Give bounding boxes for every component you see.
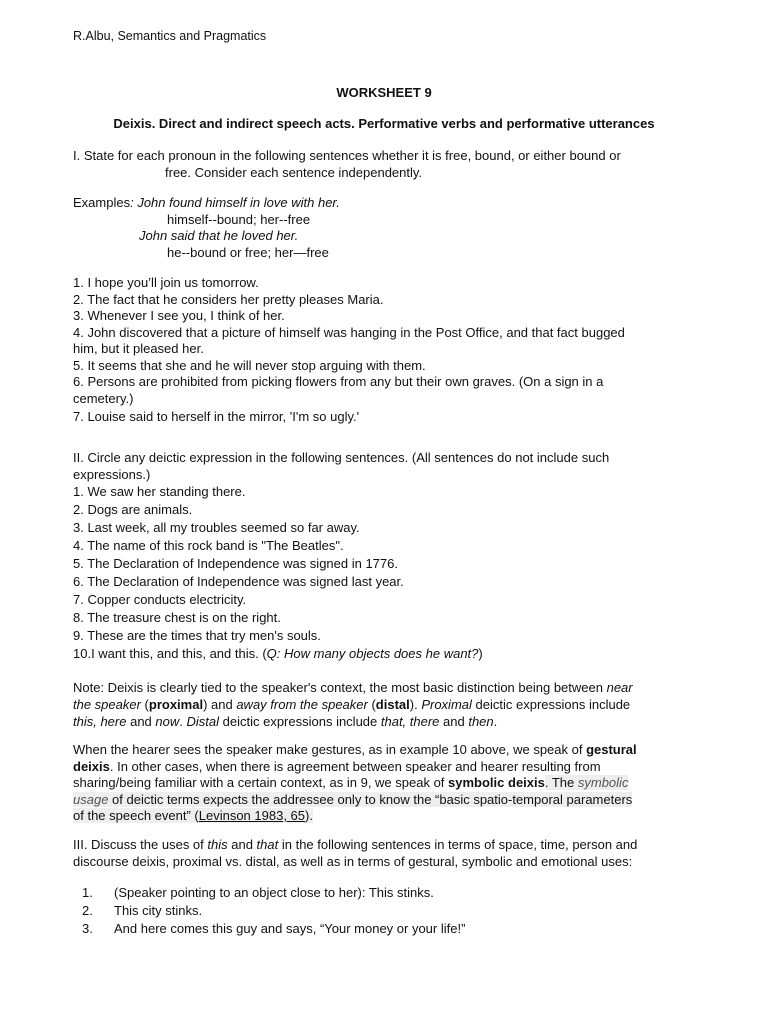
- section-3-line: [73, 837, 703, 854]
- quote-highlight: [73, 808, 313, 823]
- worksheet-title: WORKSHEET 9: [336, 85, 432, 100]
- item-number: 2.: [82, 903, 93, 918]
- example-answer: he--bound or free; her—free: [167, 244, 329, 260]
- para-text: ).: [305, 808, 313, 823]
- para-line: [73, 742, 703, 759]
- para-line: [73, 759, 703, 776]
- item-number: 1.: [82, 885, 93, 900]
- list-item: 5. The Declaration of Independence was signed in 1776.: [73, 556, 398, 571]
- note-term: the speaker: [73, 697, 141, 712]
- quote-highlight: [73, 792, 632, 807]
- item-text: ): [478, 646, 483, 661]
- note-line: [73, 679, 703, 696]
- para-term: deixis: [73, 758, 110, 774]
- note-text: .: [179, 714, 187, 729]
- note-term: near: [606, 680, 633, 695]
- note-line: [73, 696, 703, 713]
- note-text: and: [126, 714, 156, 729]
- examples-block: [73, 195, 703, 261]
- note-text: Note: Deixis is clearly tied to the speaker's context, the most basic distinction being between: [73, 680, 607, 695]
- list-item: 2. Dogs are animals.: [73, 502, 193, 517]
- section-3-list: [82, 884, 712, 938]
- section-1-list: [73, 275, 703, 426]
- note-term: Distal: [186, 714, 220, 729]
- item-question: Q: How many objects does he want?: [266, 646, 479, 661]
- section-1-instructions: [73, 148, 703, 181]
- list-item: 9. These are the times that try men's souls.: [73, 628, 321, 643]
- list-item: [82, 920, 712, 938]
- section-3-text: in the following sentences in terms of space, time, person and: [278, 837, 638, 852]
- list-item: 1. I hope you’ll join us tomorrow.: [73, 275, 259, 290]
- section-3-text: and: [227, 837, 257, 852]
- list-item: 6. Persons are prohibited from picking flowers from any but their own graves. (On a sign in a: [73, 374, 604, 389]
- list-item: cemetery.): [73, 390, 134, 406]
- para-term: usage: [73, 791, 109, 807]
- note-term: now: [155, 714, 180, 729]
- para-line: [73, 808, 703, 825]
- quote-highlight: [545, 775, 629, 790]
- note-line: [73, 713, 703, 730]
- para-text: sharing/being familiar with a certain context, as in 9, we speak of: [73, 775, 449, 790]
- para-line: [73, 775, 703, 792]
- para-text: . The: [544, 775, 578, 790]
- note-text: deictic expressions include: [219, 714, 381, 729]
- gestural-paragraph: [73, 742, 703, 825]
- note-text: ).: [409, 697, 422, 712]
- note-term: proximal: [148, 697, 204, 712]
- section-2: [73, 450, 703, 663]
- example-sentence: John found himself in love with her.: [137, 195, 340, 210]
- note-text: ) and: [203, 697, 237, 712]
- section-1-line: free. Consider each sentence independently.: [165, 164, 423, 180]
- list-item: 4. John discovered that a picture of himself was hanging in the Post Office, and that fact bugged: [73, 324, 625, 340]
- worksheet-subtitle: Deixis. Direct and indirect speech acts. Performative verbs and performative utterances: [113, 116, 655, 131]
- note-term: this, here: [73, 714, 127, 729]
- note-term: distal: [375, 697, 410, 712]
- citation-link[interactable]: Levinson 1983, 65: [198, 808, 306, 823]
- list-item: him, but it pleased her.: [73, 341, 204, 356]
- list-item: 7. Copper conducts electricity.: [73, 592, 247, 607]
- note-term: away from the speaker: [236, 697, 368, 712]
- note-paragraph: [73, 679, 703, 730]
- note-term: Proximal: [421, 697, 472, 712]
- item-text: This city stinks.: [114, 903, 203, 918]
- section-2-line: expressions.): [73, 466, 151, 482]
- running-header: R.Albu, Semantics and Pragmatics: [73, 29, 267, 43]
- note-term: that, there: [380, 714, 440, 729]
- para-text: of deictic terms expects the addressee only to know the “basic spatio-temporal parameters: [108, 791, 633, 807]
- list-item: 7. Louise said to herself in the mirror, 'I'm so ugly.': [73, 409, 360, 424]
- item-text: And here comes this guy and says, “Your money or your life!”: [114, 921, 466, 936]
- list-item: 5. It seems that she and he will never stop arguing with them.: [73, 357, 426, 373]
- section-1-line: I. State for each pronoun in the following sentences whether it is free, bound, or either bound or: [73, 148, 621, 163]
- section-3-text: III. Discuss the uses of: [73, 837, 208, 852]
- para-term: symbolic deixis: [448, 775, 545, 790]
- list-item: 4. The name of this rock band is "The Beatles".: [73, 538, 344, 553]
- note-text: deictic expressions include: [471, 697, 631, 712]
- note-text: (: [367, 697, 376, 712]
- example-line: [73, 195, 703, 212]
- para-text: of the speech event” (: [73, 808, 199, 823]
- list-item: [82, 884, 712, 902]
- section-3-term: this: [207, 837, 228, 852]
- note-text: .: [493, 714, 498, 729]
- note-term: then: [468, 714, 494, 729]
- examples-colon: :: [130, 195, 138, 210]
- item-number: 3.: [82, 921, 93, 936]
- para-text: . In other cases, when there is agreement between speaker and hearer resulting from: [109, 758, 601, 774]
- examples-label: Examples: [73, 195, 131, 210]
- para-text: When the hearer sees the speaker make gestures, as in example 10 above, we speak of: [73, 742, 587, 757]
- section-3: [73, 837, 703, 870]
- note-text: (: [140, 697, 149, 712]
- list-item: 2. The fact that he considers her pretty pleases Maria.: [73, 291, 384, 307]
- list-item: [82, 902, 712, 920]
- example-sentence: John said that he loved her.: [139, 228, 299, 243]
- para-term: gestural: [586, 742, 637, 757]
- list-item: 6. The Declaration of Independence was signed last year.: [73, 574, 404, 589]
- list-item: 3. Last week, all my troubles seemed so far away.: [73, 520, 360, 535]
- item-text: (Speaker pointing to an object close to her): This stinks.: [114, 885, 434, 900]
- section-3-line: discourse deixis, proximal vs. distal, as well as in terms of gestural, symbolic and emotional uses:: [73, 853, 633, 869]
- section-3-term: that: [256, 837, 279, 852]
- para-line: [73, 792, 703, 809]
- list-item: 8. The treasure chest is on the right.: [73, 610, 281, 625]
- list-item: 1. We saw her standing there.: [73, 484, 246, 499]
- example-answer: himself--bound; her--free: [167, 211, 311, 227]
- item-text: 10.I want this, and this, and this. (: [73, 646, 267, 661]
- section-2-line: II. Circle any deictic expression in the following sentences. (All sentences do not include such: [73, 450, 610, 465]
- list-item: [73, 645, 703, 663]
- note-text: and: [439, 714, 469, 729]
- para-term: symbolic: [577, 775, 629, 790]
- list-item: 3. Whenever I see you, I think of her.: [73, 308, 285, 323]
